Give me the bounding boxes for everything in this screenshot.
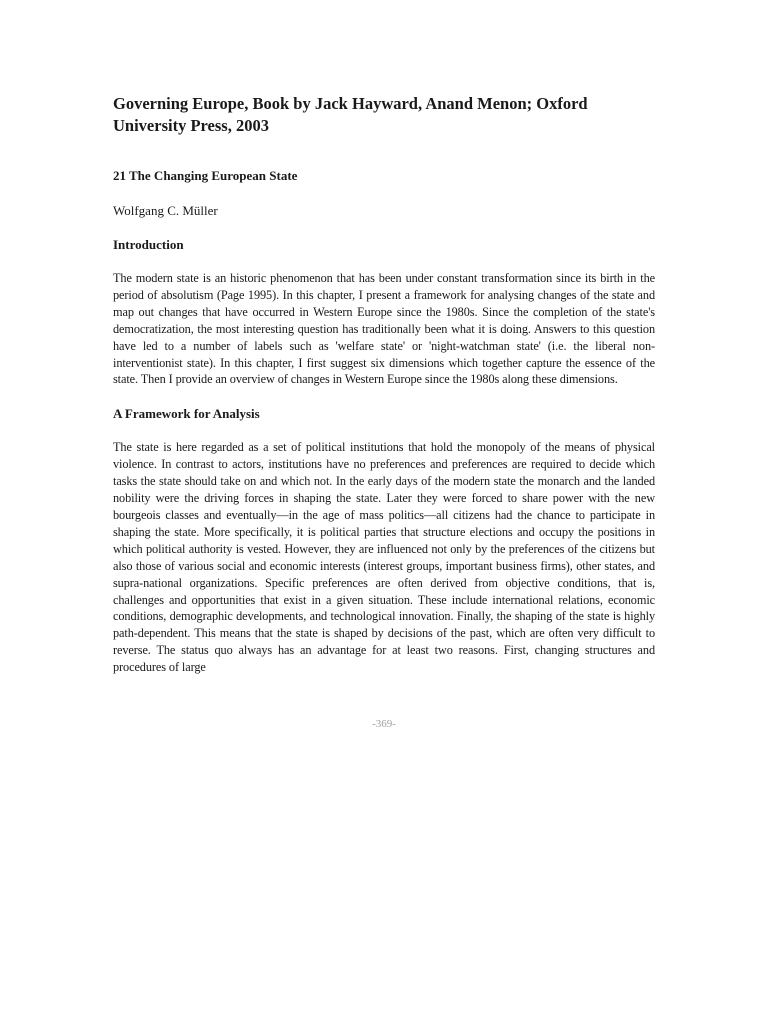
page-number: -369- [372,718,396,730]
chapter-title: 21 The Changing European State [113,168,298,183]
paragraph-framework: The state is here regarded as a set of political institutions that hold the monopoly of the means of physical violence. In contrast to actors, institutions have no preferences and preferences are required to decide which tasks the state should take on and which not. In the early days of the modern state the monarch and the landed nobility were the driving forces in shaping the state. Later they were forced to share power with the new bourgeois classes and eventually—in the age of mass politics—all citizens had the chance to participate in shaping the state. More specifically, it is political parties that structure elections and occupy the positions in which political authority is vested. However, they are influenced not only by the preferences of the citizens but also those of various social and economic interests (interest groups, important business firms), other states, and supra-national organizations. Specific preferences are often derived from objective conditions, that is, challenges and opportunities that exist in a given situation. These include international relations, economic conditions, demographic developments, and technological innovation. Finally, the shaping of the state is highly path-dependent. This means that the state is shaped by decisions of the past, which are often very difficult to reverse. The status quo always has an advantage for at least two reasons. First, changing structures and procedures of large [113,440,655,675]
book-title: Governing Europe, Book by Jack Hayward, Anand Menon; Oxford University Press, 2003 [113,94,588,135]
document-page [113,93,655,676]
section-heading-framework: A Framework for Analysis [113,406,260,422]
paragraph-introduction: The modern state is an historic phenomenon that has been under constant transformation since its birth in the period of absolutism (Page 1995). In this chapter, I present a framework for analysing changes of the state and map out changes that have occurred in Western Europe since the 1980s. Since the completion of the state's democratization, the most interesting question has traditionally been what it is doing. Answers to this question have led to a number of labels such as 'welfare state' or 'night-watchman state' (i.e. the liberal non-interventionist state). In this chapter, I first suggest six dimensions which together capture the essence of the state. Then I provide an overview of changes in Western Europe since the 1980s along these dimensions. [113,271,655,387]
section-heading-introduction: Introduction [113,237,184,252]
author-name: Wolfgang C. Müller [113,203,218,218]
